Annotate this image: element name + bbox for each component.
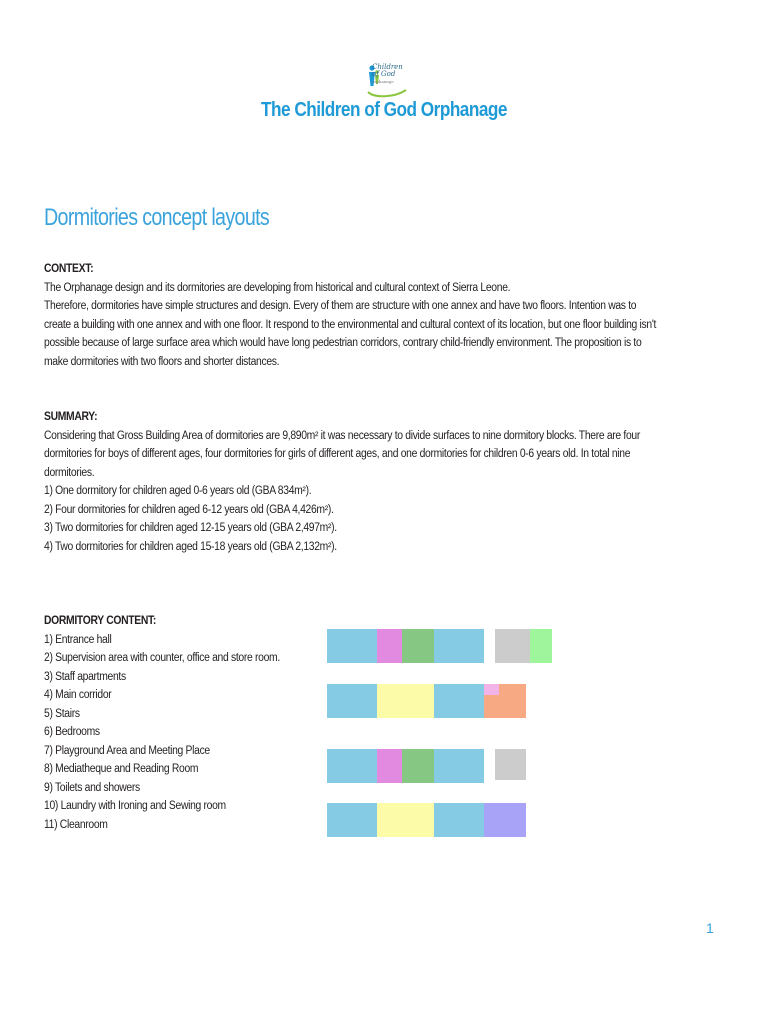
- layout-block: [434, 629, 484, 663]
- layout-block: [327, 684, 377, 718]
- document-title: The Children of God Orphanage: [261, 99, 507, 121]
- dormitory-content-label: DORMITORY CONTENT:: [44, 615, 157, 627]
- layout-diagram-row-2: [327, 684, 527, 718]
- layout-block: [530, 629, 552, 663]
- list-item: 5) Stairs: [44, 707, 80, 720]
- logo-line-3: orphanage: [372, 79, 394, 84]
- layout-block: [434, 749, 484, 783]
- logo-line-2: of God: [372, 70, 396, 78]
- layout-block: [434, 684, 484, 718]
- layout-block: [402, 629, 434, 663]
- layout-diagram-row-1: [327, 629, 553, 663]
- layout-block: [327, 749, 377, 783]
- list-item: 7) Playground Area and Meeting Place: [44, 744, 210, 757]
- context-line-1: The Orphanage design and its dormitories are developing from historical and cultural context of Sierra Leone.: [44, 281, 511, 294]
- list-item: 9) Toilets and showers: [44, 781, 140, 794]
- list-item: 1) One dormitory for children aged 0-6 years old (GBA 834m²).: [44, 485, 312, 497]
- list-item: 2) Four dormitories for children aged 6-12 years old (GBA 4,426m²).: [44, 503, 334, 516]
- list-item: 1) Entrance hall: [44, 633, 112, 646]
- layout-block: [327, 629, 377, 663]
- summary-block: [44, 408, 665, 482]
- dormitory-list: [44, 482, 620, 556]
- logo-line-1: Children: [372, 63, 403, 71]
- layout-block: [484, 803, 526, 837]
- list-item: 11) Cleanroom: [44, 818, 108, 831]
- context-block: [44, 260, 665, 371]
- layout-block: [484, 684, 499, 695]
- layout-block: [377, 629, 402, 663]
- summary-text: Considering that Gross Building Area of dormitories are 9,890m² it was necessary to divide surfaces to nine dormitory blocks. There are four dormitories for boys of different ages, four dormitories for girls of different ages, and one dormitories for children 0-6 years old. In total nine dormitories.: [44, 429, 640, 479]
- context-label: CONTEXT:: [44, 263, 94, 275]
- layout-block: [402, 749, 434, 783]
- layout-diagram-row-3: [327, 749, 527, 783]
- layout-block: [327, 803, 377, 837]
- context-line-2: Therefore, dormitories have simple structures and design. Every of them are structure with one annex and have two floors. Intention was to create a building with one annex and with one floor. It respond to the environmental and cultural context of its location, but one floor building isn't possible because of large surface area which would have long pedestrian corridors, contrary child-friendly environment. The proposition is to make dormitories with two floors and shorter distances.: [44, 300, 657, 368]
- page-number: 1: [706, 920, 714, 936]
- layout-diagram-row-4: [327, 803, 527, 837]
- layout-block: [377, 749, 402, 783]
- layout-block: [377, 684, 434, 718]
- section-heading: Dormitories concept layouts: [44, 204, 270, 231]
- list-item: 4) Two dormitories for children aged 15-18 years old (GBA 2,132m²).: [44, 540, 337, 553]
- list-item: 2) Supervision area with counter, office and store room.: [44, 652, 280, 664]
- layout-block: [434, 803, 484, 837]
- summary-label: SUMMARY:: [44, 411, 98, 423]
- list-item: 3) Two dormitories for children aged 12-15 years old (GBA 2,497m²).: [44, 522, 337, 534]
- list-item: 8) Mediatheque and Reading Room: [44, 763, 199, 775]
- list-item: 4) Main corridor: [44, 689, 112, 701]
- layout-block: [377, 803, 434, 837]
- list-item: 3) Staff apartments: [44, 670, 126, 683]
- layout-block: [495, 629, 530, 663]
- list-item: 10) Laundry with Ironing and Sewing room: [44, 800, 226, 812]
- logo-wordmark: [372, 64, 403, 85]
- list-item: 6) Bedrooms: [44, 726, 100, 738]
- layout-block: [495, 749, 526, 780]
